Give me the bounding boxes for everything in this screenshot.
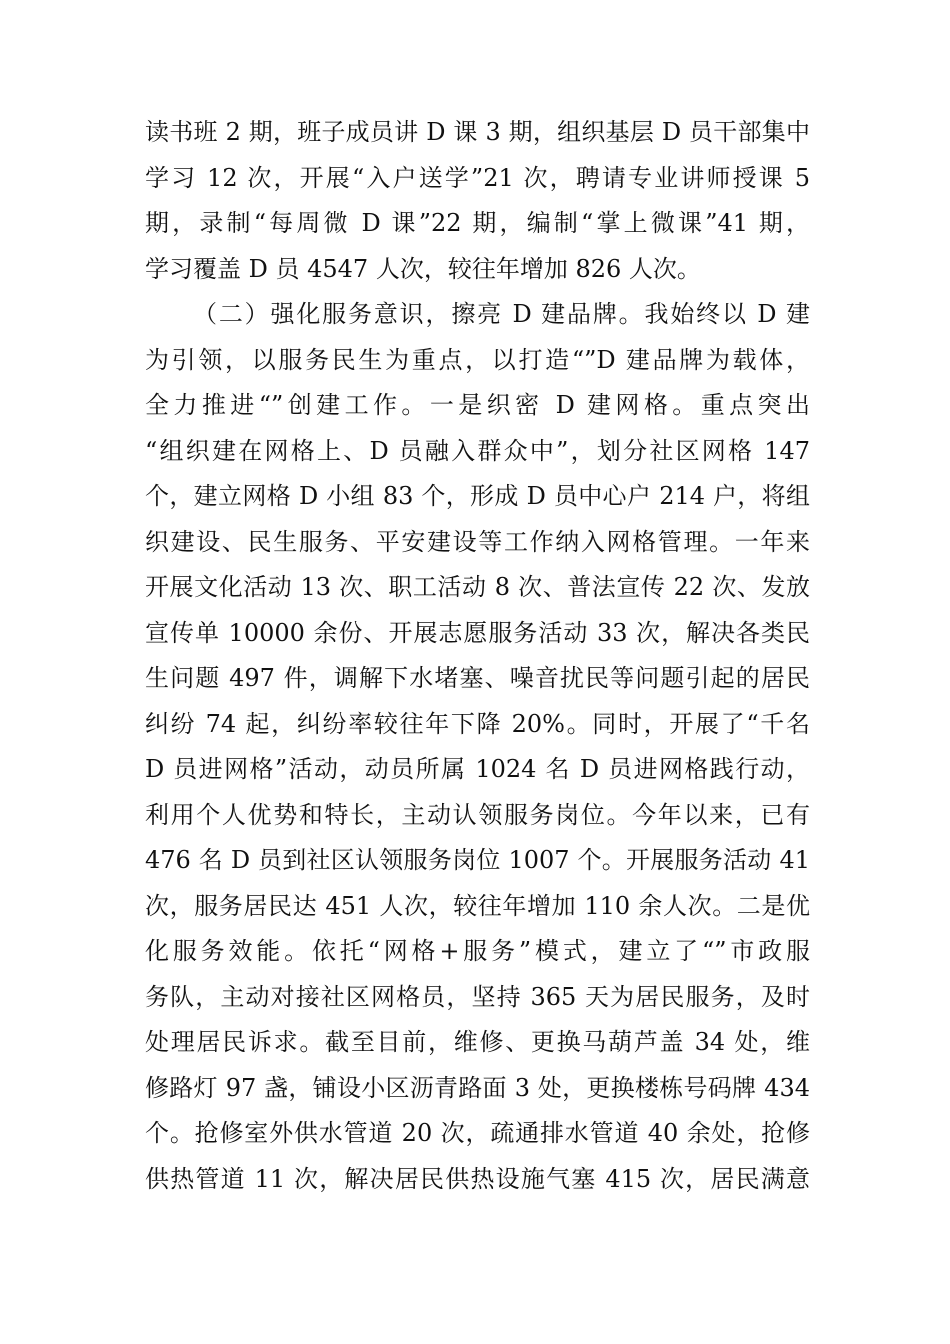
text-line: 利用个人优势和特长，主动认领服务岗位。今年以来，已有 bbox=[145, 800, 810, 829]
text-line: 开展文化活动 13 次、职工活动 8 次、普法宣传 22 次、发放 bbox=[145, 573, 810, 601]
text-line: 织建设、民生服务、平安建设等工作纳入网格管理。一年来 bbox=[145, 527, 810, 556]
text-line: 个，建立网格 D 小组 83 个，形成 D 员中心户 214 户，将组 bbox=[145, 482, 810, 510]
text-line: 化服务效能。依托“网格+服务”模式，建立了“”市政服 bbox=[145, 937, 810, 965]
text-line: 修路灯 97 盏，铺设小区沥青路面 3 处，更换楼栋号码牌 434 bbox=[145, 1073, 810, 1102]
text-line: 供热管道 11 次，解决居民供热设施气塞 415 次，居民满意 bbox=[145, 1164, 810, 1193]
text-line: 生问题 497 件，调解下水堵塞、噪音扰民等问题引起的居民 bbox=[145, 664, 810, 692]
body-text bbox=[145, 110, 810, 1202]
text-line: 次，服务居民达 451 人次，较往年增加 110 余人次。二是优 bbox=[145, 891, 810, 920]
text-line: 个。抢修室外供水管道 20 次，疏通排水管道 40 余处，抢修 bbox=[145, 1119, 810, 1147]
text-line: “组织建在网格上、D 员融入群众中”，划分社区网格 147 bbox=[145, 436, 810, 465]
text-line: 476 名 D 员到社区认领服务岗位 1007 个。开展服务活动 41 bbox=[145, 846, 810, 874]
text-line: 宣传单 10000 余份、开展志愿服务活动 33 次，解决各类民 bbox=[145, 618, 810, 647]
text-line: 全力推进“”创建工作。一是织密 D 建网格。重点突出 bbox=[145, 391, 810, 419]
text-line: 为引领，以服务民生为重点，以打造“”D 建品牌为载体， bbox=[145, 345, 810, 374]
text-line: （二）强化服务意识，擦亮 D 建品牌。我始终以 D 建 bbox=[193, 300, 810, 328]
text-line: 学习覆盖 D 员 4547 人次，较往年增加 826 人次。 bbox=[145, 254, 701, 283]
text-line: 学习 12 次，开展“入户送学”21 次，聘请专业讲师授课 5 bbox=[145, 163, 810, 192]
text-line: 期，录制“每周微 D 课”22 期，编制“掌上微课”41 期， bbox=[145, 209, 810, 237]
text-line: D 员进网格”活动，动员所属 1024 名 D 员进网格践行动， bbox=[145, 755, 810, 783]
text-line: 务队，主动对接社区网格员，坚持 365 天为居民服务，及时 bbox=[145, 982, 810, 1011]
text-line: 处理居民诉求。截至目前，维修、更换马葫芦盖 34 处，维 bbox=[145, 1028, 810, 1056]
text-line: 读书班 2 期，班子成员讲 D 课 3 期，组织基层 D 员干部集中 bbox=[145, 118, 810, 146]
text-line: 纠纷 74 起，纠纷率较往年下降 20%。同时，开展了“千名 bbox=[145, 709, 810, 738]
